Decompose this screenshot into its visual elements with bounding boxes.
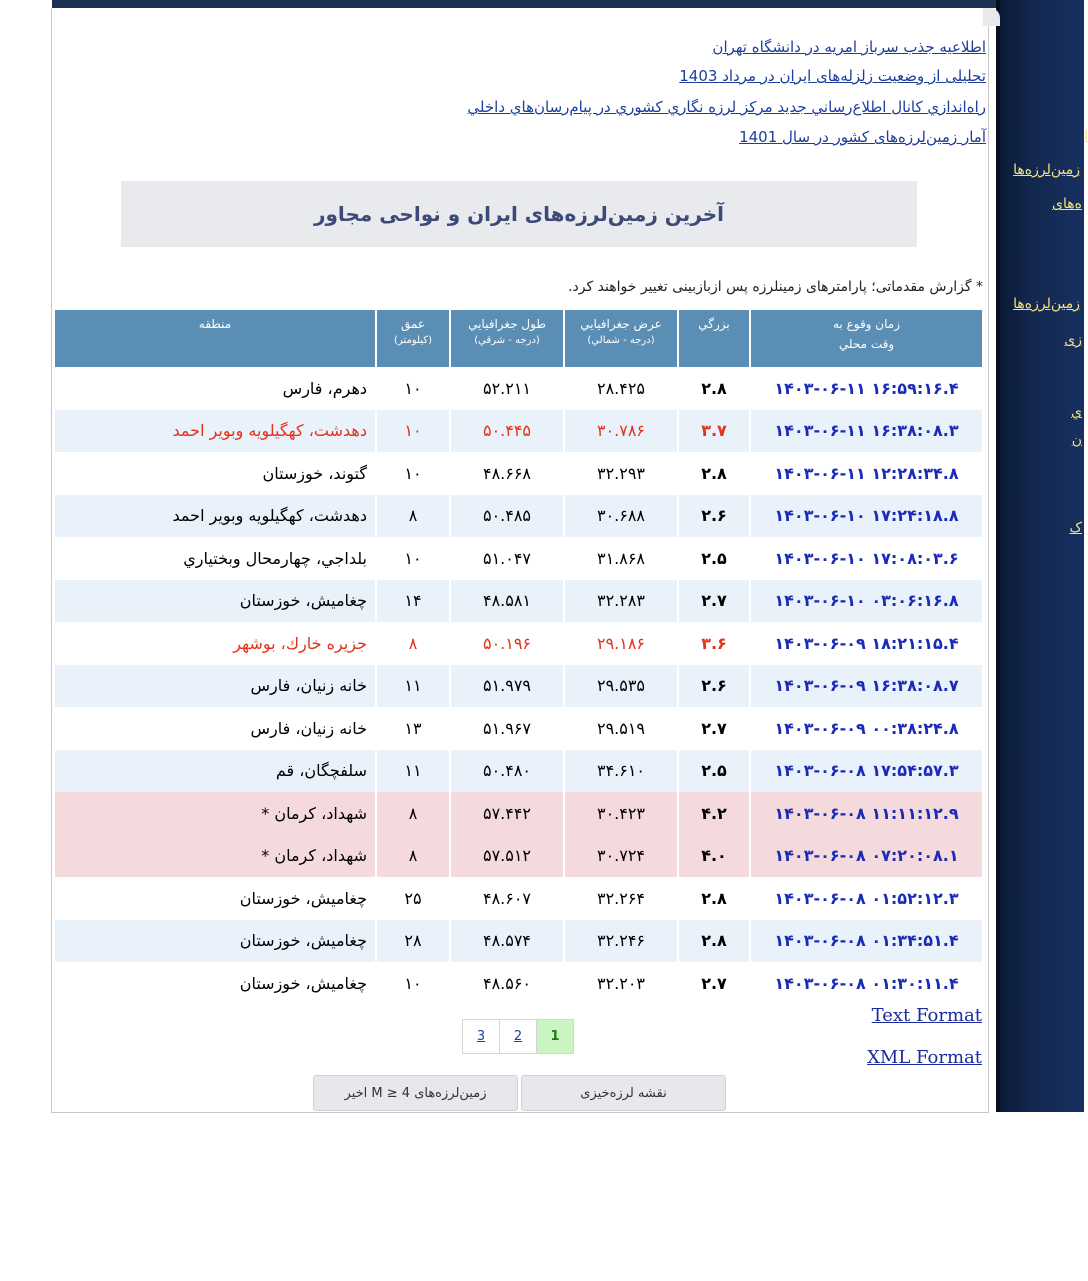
magnitude-cell: ۲.۶ [679,495,749,538]
preliminary-note: * گزارش مقدماتی؛ پارامترهای زمینلرزه پس ازبازبینی تغییر خواهند کرد. [568,279,983,295]
region-cell: خانه زنيان، فارس [55,665,375,708]
region-cell: دهدشت، کهگیلویه وبویر احمد [55,410,375,453]
header-magnitude: بزرگي [679,310,749,367]
region-cell: جزيره خارك، بوشهر [55,622,375,665]
depth-cell: ۱۱ [377,665,449,708]
region-cell: گتوند، خوزستان [55,452,375,495]
sidebar-link-6[interactable]: ن [1071,432,1082,448]
text-format-link[interactable]: Text Format [871,1005,982,1026]
page-link-3[interactable]: 3 [476,1029,486,1044]
table-row [55,665,982,708]
latitude-cell: ۳۰.۷۸۶ [565,410,677,453]
sidebar-link-3[interactable]: زمین‌لرزه‌ها [1013,296,1080,312]
longitude-cell: ۴۸.۵۷۴ [451,920,563,963]
longitude-cell: ۵۱.۹۷۹ [451,665,563,708]
depth-cell: ۸ [377,495,449,538]
latitude-cell: ۲۹.۱۸۶ [565,622,677,665]
latitude-cell: ۳۴.۶۱۰ [565,750,677,793]
latitude-cell: ۳۰.۴۲۳ [565,792,677,835]
region-cell: بلداجي، چهارمحال وبختياري [55,537,375,580]
depth-cell: ۱۰ [377,410,449,453]
region-cell: شهداد، کرمان * [55,835,375,878]
scroll-corner [983,8,1000,26]
region-cell: شهداد، کرمان * [55,792,375,835]
page-title: آخرین زمین‌لرزه‌های ایران و نواحی مجاور [121,181,917,247]
time-cell[interactable]: ۱۴۰۳-۰۶-۱۰ ۰۳:۰۶:۱۶.۸ [751,580,982,623]
depth-cell: ۸ [377,835,449,878]
sidebar-link-1[interactable]: زمین‌لرزه‌ها [1013,162,1080,178]
table-row [55,410,982,453]
magnitude-cell: ۴.۰ [679,835,749,878]
latitude-cell: ۳۲.۲۰۳ [565,962,677,1005]
magnitude-cell: ۳.۷ [679,410,749,453]
header-region: منطقه [55,310,375,367]
depth-cell: ۲۸ [377,920,449,963]
time-cell[interactable]: ۱۴۰۳-۰۶-۱۱ ۱۶:۳۸:۰۸.۳ [751,410,982,453]
magnitude-cell: ۲.۸ [679,877,749,920]
depth-cell: ۱۱ [377,750,449,793]
magnitude-cell: ۳.۶ [679,622,749,665]
latitude-cell: ۳۲.۲۸۳ [565,580,677,623]
longitude-cell: ۴۸.۶۶۸ [451,452,563,495]
table-row [55,707,982,750]
xml-format-link[interactable]: XML Format [867,1047,982,1068]
time-cell[interactable]: ۱۴۰۳-۰۶-۱۰ ۱۷:۰۸:۰۳.۶ [751,537,982,580]
magnitude-cell: ۲.۷ [679,580,749,623]
magnitude-cell: ۲.۸ [679,452,749,495]
table-row [55,877,982,920]
depth-cell: ۱۳ [377,707,449,750]
magnitude-cell: ۴.۲ [679,792,749,835]
news-link-2[interactable]: راه‌اندازي كانال اطلاع‌رساني جديد مركز لرزه نگاري كشوري در پيام‌رسان‌هاي داخلي [467,98,986,116]
region-cell: چغاميش، خوزستان [55,580,375,623]
longitude-cell: ۵۰.۱۹۶ [451,622,563,665]
time-cell[interactable]: ۱۴۰۳-۰۶-۰۸ ۰۱:۵۲:۱۲.۳ [751,877,982,920]
right-sidebar [996,0,1088,1112]
region-cell: چغاميش، خوزستان [55,920,375,963]
table-row [55,750,982,793]
latitude-cell: ۲۹.۵۳۵ [565,665,677,708]
sidebar-link-4[interactable]: زی [1064,332,1082,348]
region-cell: چغاميش، خوزستان [55,962,375,1005]
region-cell: دهدشت، کهگیلویه وبویر احمد [55,495,375,538]
magnitude-cell: ۲.۸ [679,367,749,410]
time-cell[interactable]: ۱۴۰۳-۰۶-۰۸ ۱۷:۵۴:۵۷.۳ [751,750,982,793]
latitude-cell: ۳۲.۲۹۳ [565,452,677,495]
longitude-cell: ۴۸.۵۸۱ [451,580,563,623]
depth-cell: ۱۰ [377,537,449,580]
table-header-row [55,310,982,367]
region-cell: دهرم، فارس [55,367,375,410]
magnitude-cell: ۲.۷ [679,707,749,750]
longitude-cell: ۵۷.۴۴۲ [451,792,563,835]
seismicity-map-button[interactable]: نقشه لرزه‌خیزی [521,1075,726,1111]
magnitude-cell: ۲.۶ [679,665,749,708]
longitude-cell: ۵۱.۰۴۷ [451,537,563,580]
time-cell[interactable]: ۱۴۰۳-۰۶-۰۹ ۱۶:۳۸:۰۸.۷ [751,665,982,708]
depth-cell: ۲۵ [377,877,449,920]
page-link-2[interactable]: 2 [499,1020,536,1053]
sidebar-link-5[interactable]: ي [1071,404,1082,420]
latitude-cell: ۳۰.۶۸۸ [565,495,677,538]
sidebar-link-7[interactable]: ک [1069,520,1082,536]
longitude-cell: ۵۰.۴۸۰ [451,750,563,793]
magnitude-cell: ۲.۸ [679,920,749,963]
table-row [55,367,982,410]
header-depth: عمق (كيلومتر) [377,310,449,367]
recent-m4-button[interactable]: زمین‌لرزه‌های M ≥ 4 اخیر [313,1075,518,1111]
depth-cell: ۱۰ [377,452,449,495]
header-longitude: طول جغرافيايي (درجه - شرقي) [451,310,563,367]
news-link-3[interactable]: آمار زمین‌لرزه‌های کشور در سال 1401 [739,128,986,146]
news-link-0[interactable]: اطلاعیه جذب سرباز امریه در دانشگاه تهران [712,38,986,56]
longitude-cell: ۵۱.۹۶۷ [451,707,563,750]
table-row [55,537,982,580]
magnitude-cell: ۲.۵ [679,750,749,793]
sidebar-link-0[interactable]: ا [1084,128,1088,144]
time-cell[interactable]: ۱۴۰۳-۰۶-۰۸ ۰۷:۲۰:۰۸.۱ [751,835,982,878]
longitude-cell: ۵۰.۴۸۵ [451,495,563,538]
region-cell: چغاميش، خوزستان [55,877,375,920]
time-cell[interactable]: ۱۴۰۳-۰۶-۱۱ ۱۶:۵۹:۱۶.۴ [751,367,982,410]
latitude-cell: ۳۲.۲۶۴ [565,877,677,920]
time-cell[interactable]: ۱۴۰۳-۰۶-۱۰ ۱۷:۲۴:۱۸.۸ [751,495,982,538]
sidebar-link-2[interactable]: ه‌های [1052,196,1082,212]
table-row [55,962,982,1005]
latitude-cell: ۳۰.۷۲۴ [565,835,677,878]
time-cell[interactable]: ۱۴۰۳-۰۶-۰۸ ۰۱:۳۰:۱۱.۴ [751,962,982,1005]
page-link-1-current[interactable]: 1 [536,1020,573,1053]
latitude-cell: ۲۸.۴۲۵ [565,367,677,410]
table-row [55,622,982,665]
longitude-cell: ۵۷.۵۱۲ [451,835,563,878]
depth-cell: ۱۰ [377,367,449,410]
news-link-1[interactable]: تحلیلی از وضعیت زلزله‌های ایران در مرداد 1403 [679,67,986,85]
magnitude-cell: ۲.۷ [679,962,749,1005]
longitude-cell: ۵۰.۴۴۵ [451,410,563,453]
depth-cell: ۱۴ [377,580,449,623]
pagination [462,1019,574,1054]
depth-cell: ۸ [377,792,449,835]
earthquake-table [53,310,984,1005]
region-cell: سلفچگان، قم [55,750,375,793]
longitude-cell: ۴۸.۶۰۷ [451,877,563,920]
time-cell[interactable]: ۱۴۰۳-۰۶-۱۱ ۱۲:۲۸:۳۴.۸ [751,452,982,495]
latitude-cell: ۳۲.۲۴۶ [565,920,677,963]
table-row [55,920,982,963]
table-row [55,495,982,538]
time-cell[interactable]: ۱۴۰۳-۰۶-۰۸ ۱۱:۱۱:۱۲.۹ [751,792,982,835]
magnitude-cell: ۲.۵ [679,537,749,580]
longitude-cell: ۵۲.۲۱۱ [451,367,563,410]
latitude-cell: ۲۹.۵۱۹ [565,707,677,750]
table-row [55,792,982,835]
region-cell: خانه زنيان، فارس [55,707,375,750]
top-bar [52,0,1000,8]
table-row [55,835,982,878]
depth-cell: ۱۰ [377,962,449,1005]
latitude-cell: ۳۱.۸۶۸ [565,537,677,580]
time-cell[interactable]: ۱۴۰۳-۰۶-۰۸ ۰۱:۳۴:۵۱.۴ [751,920,982,963]
time-cell[interactable]: ۱۴۰۳-۰۶-۰۹ ۰۰:۳۸:۲۴.۸ [751,707,982,750]
longitude-cell: ۴۸.۵۶۰ [451,962,563,1005]
table-row [55,580,982,623]
table-row [55,452,982,495]
depth-cell: ۸ [377,622,449,665]
header-latitude: عرض جغرافيايي (درجه - شمالي) [565,310,677,367]
time-cell[interactable]: ۱۴۰۳-۰۶-۰۹ ۱۸:۲۱:۱۵.۴ [751,622,982,665]
header-time: زمان وقوع به وقت محلي [751,310,982,367]
